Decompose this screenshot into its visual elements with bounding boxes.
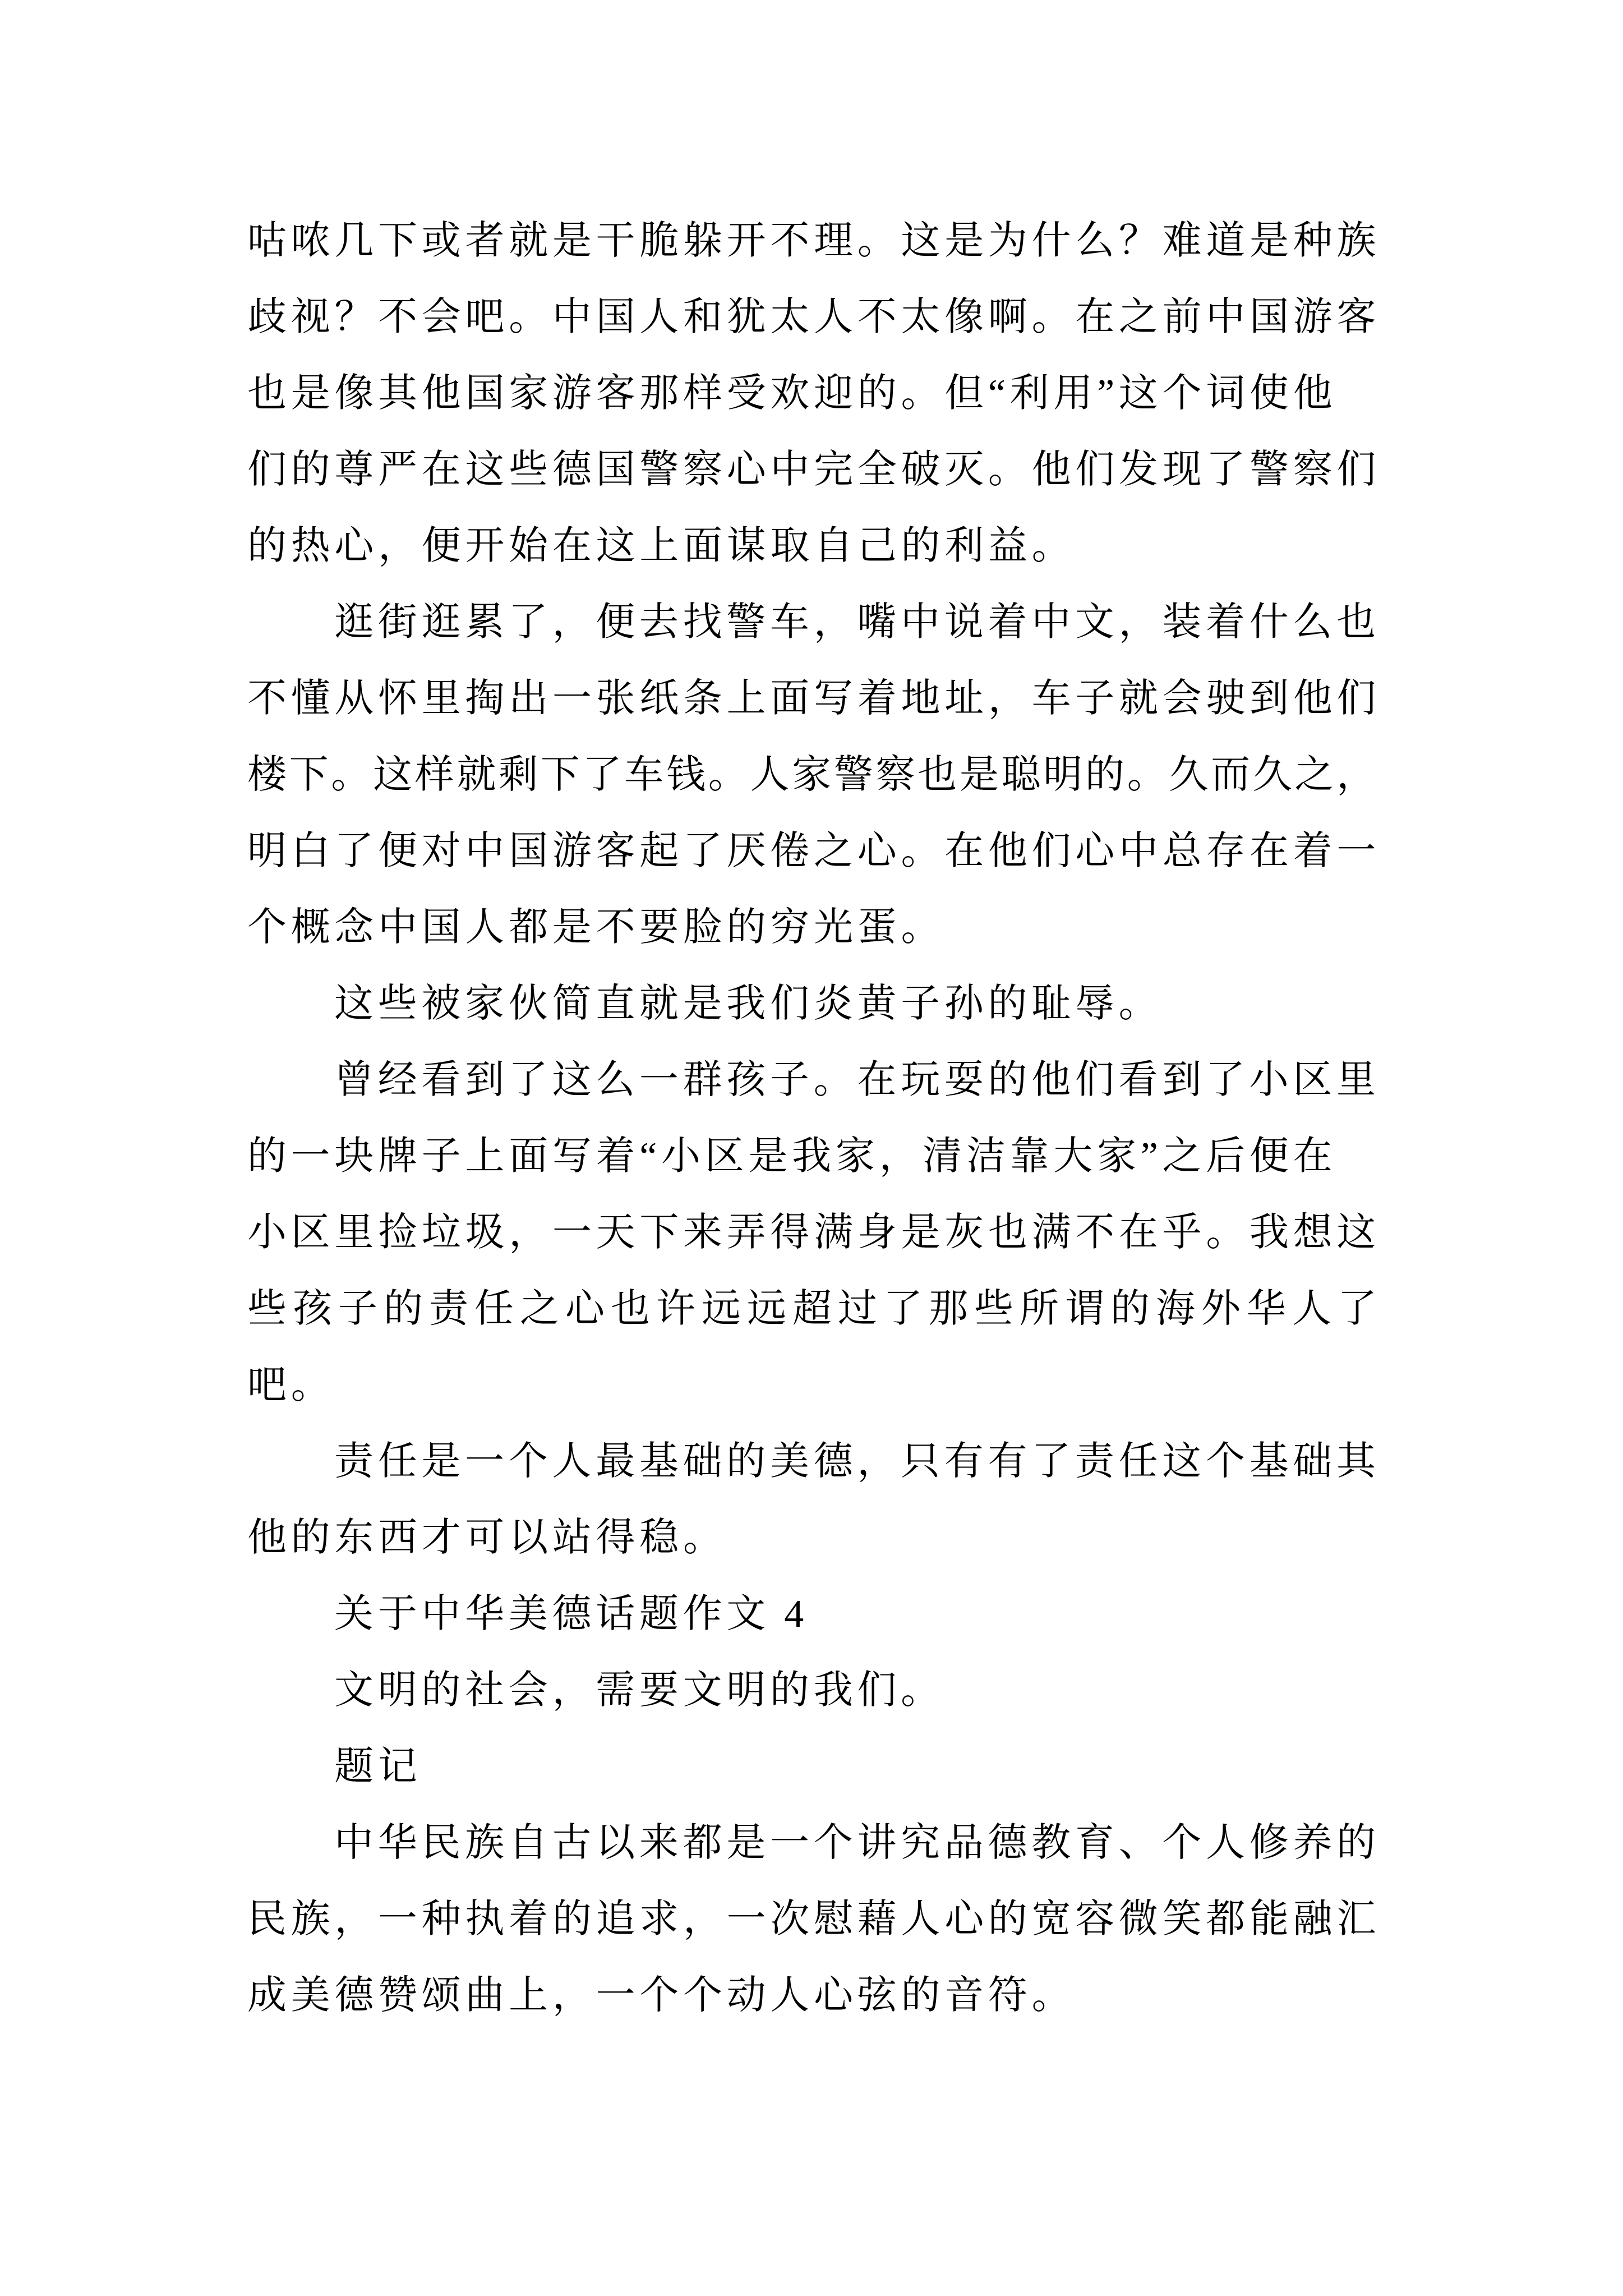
text-line: 小区里捡垃圾，一天下来弄得满身是灰也满不在乎。我想这 <box>247 1211 1381 1254</box>
essay-text-block <box>247 203 1383 2034</box>
text-line: 中华民族自古以来都是一个讲究品德教育、个人修养的 <box>334 1821 1380 1865</box>
text-line: 些孩子的责任之心也许远远超过了那些所谓的海外华人了 <box>247 1287 1383 1331</box>
text-line: 文明的社会，需要文明的我们。 <box>334 1669 944 1712</box>
text-line: 成美德赞颂曲上，一个个动人心弦的音符。 <box>247 1974 1076 2017</box>
text-line: 楼下。这样就剩下了车钱。人家警察也是聪明的。久而久之， <box>247 753 1378 797</box>
text-line: 们的尊严在这些德国警察心中完全破灭。他们发现了警察们 <box>247 448 1381 491</box>
text-line: 逛街逛累了，便去找警车，嘴中说着中文，装着什么也 <box>334 601 1380 644</box>
text-line: 民族，一种执着的追求，一次慰藉人心的宽容微笑都能融汇 <box>247 1898 1381 1941</box>
text-line: 明白了便对中国游客起了厌倦之心。在他们心中总存在着一 <box>247 830 1381 873</box>
text-line: 个概念中国人都是不要脸的穷光蛋。 <box>247 906 945 949</box>
text-line: 关于中华美德话题作文 4 <box>334 1593 808 1636</box>
text-line: 吧。 <box>247 1364 335 1407</box>
text-line: 的热心，便开始在这上面谋取自己的利益。 <box>247 524 1076 568</box>
text-line: 这些被家伙简直就是我们炎黄子孙的耻辱。 <box>334 982 1163 1025</box>
text-line: 题记 <box>334 1745 422 1788</box>
text-line: 也是像其他国家游客那样受欢迎的。但“利用”这个词使他 <box>247 372 1337 415</box>
text-line: 不懂从怀里掏出一张纸条上面写着地址，车子就会驶到他们 <box>247 677 1381 720</box>
text-line: 他的东西才可以站得稳。 <box>247 1516 727 1559</box>
text-line: 歧视？不会吧。中国人和犹太人不太像啊。在之前中国游客 <box>247 296 1381 339</box>
text-line: 的一块牌子上面写着“小区是我家，清洁靠大家”之后便在 <box>247 1135 1337 1178</box>
text-line: 曾经看到了这么一群孩子。在玩耍的他们看到了小区里 <box>334 1059 1380 1102</box>
text-line: 咕哝几下或者就是干脆躲开不理。这是为什么？难道是种族 <box>247 219 1381 263</box>
text-line: 责任是一个人最基础的美德，只有有了责任这个基础其 <box>334 1440 1380 1483</box>
